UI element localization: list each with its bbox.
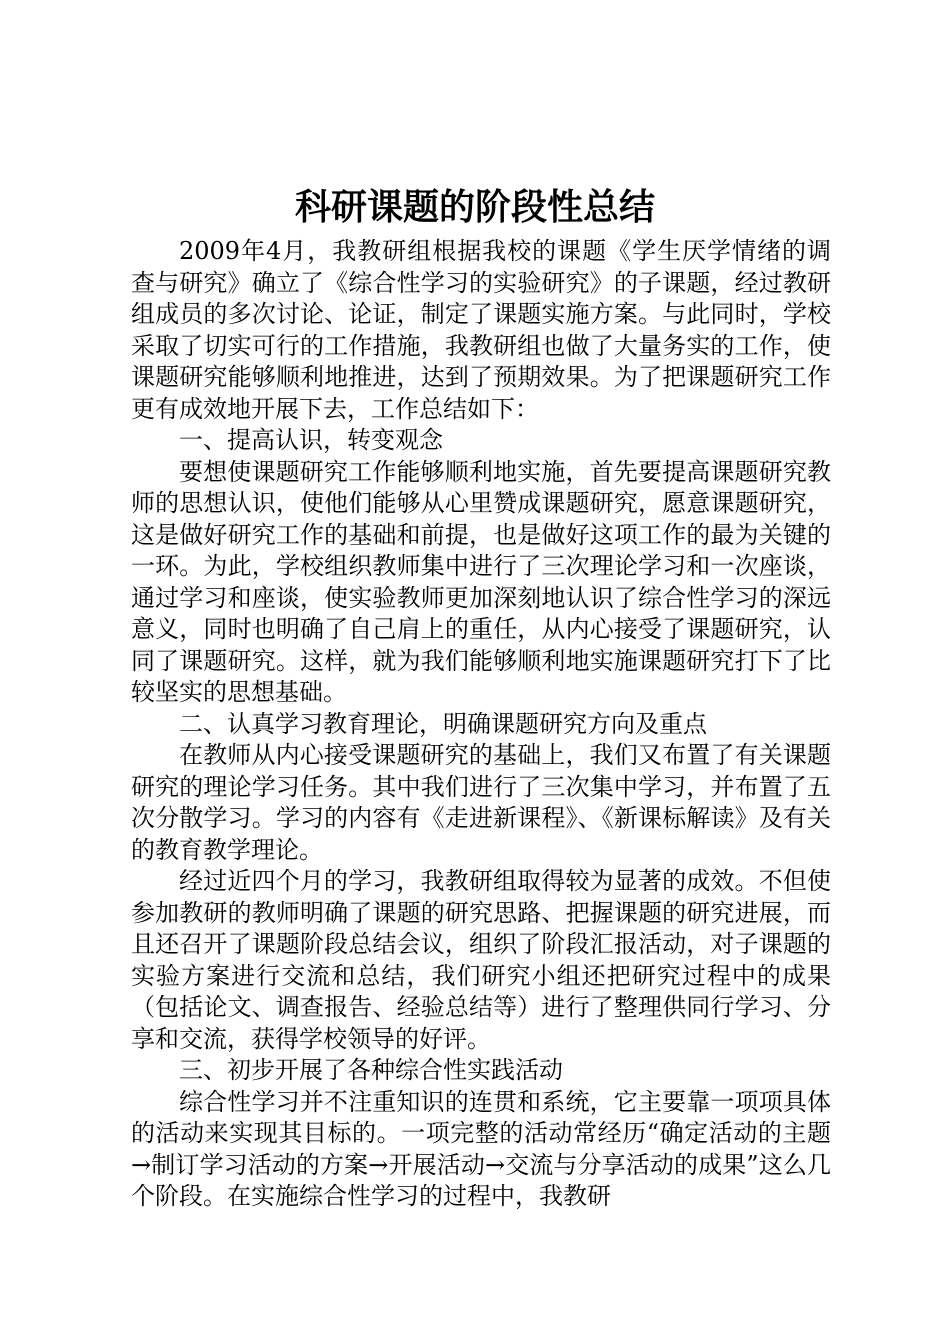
section-heading-3: 三、初步开展了各种综合性实践活动 — [179, 1056, 563, 1084]
paragraph-section-2a: 在教师从内心接受课题研究的基础上，我们又布置了有关课题研究的理论学习任务。其中我们进行了三次集中学习，并布置了五次分散学习。学习的内容有《走进新课程》、《新课标解读》及有关的教育教学理论。 — [131, 741, 831, 864]
document-body — [131, 236, 831, 1213]
paragraph-section-3: 综合性学习并不注重知识的连贯和系统，它主要靠一项项具体的活动来实现其目标的。一项完整的活动常经历“确定活动的主题→制订学习活动的方案→开展活动→交流与分享活动的成果”这么几个阶段。在实施综合性学习的过程中，我教研 — [131, 1087, 831, 1210]
section-heading-2: 二、认真学习教育理论，明确课题研究方向及重点 — [179, 709, 707, 738]
paragraph-section-1: 要想使课题研究工作能够顺利地实施，首先要提高课题研究教师的思想认识，使他们能够从心里赞成课题研究，愿意课题研究，这是做好研究工作的基础和前提，也是做好这项工作的最为关键的一环。为此，学校组织教师集中进行了三次理论学习和一次座谈，通过学习和座谈，使实验教师更加深刻地认识了综合性学习的深远意义，同时也明确了自己肩上的重任，从内心接受了课题研究，认同了课题研究。这样，就为我们能够顺利地实施课题研究打下了比较坚实的思想基础。 — [131, 457, 831, 706]
document-title: 科研课题的阶段性总结 — [294, 187, 655, 228]
paragraph-section-2b: 经过近四个月的学习，我教研组取得较为显著的成效。不但使参加教研的教师明确了课题的研究思路、把握课题的研究进展，而且还召开了课题阶段总结会议，组织了阶段汇报活动，对子课题的实验方案进行交流和总结，我们研究小组还把研究过程中的成果（包括论文、调查报告、经验总结等）进行了整理供同行学习、分享和交流，获得学校领导的好评。 — [131, 867, 831, 1053]
section-heading-1: 一、提高认识，转变观念 — [179, 426, 443, 454]
paragraph-intro: 2009年4月，我教研组根据我校的课题《学生厌学情绪的调查与研究》确立了《综合性学习的实验研究》的子课题，经过教研组成员的多次讨论、论证，制定了课题实施方案。与此同时，学校采取了切实可行的工作措施，我教研组也做了大量务实的工作，使课题研究能够顺利地推进，达到了预期效果。为了把课题研究工作更有成效地开展下去，工作总结如下： — [131, 237, 831, 423]
